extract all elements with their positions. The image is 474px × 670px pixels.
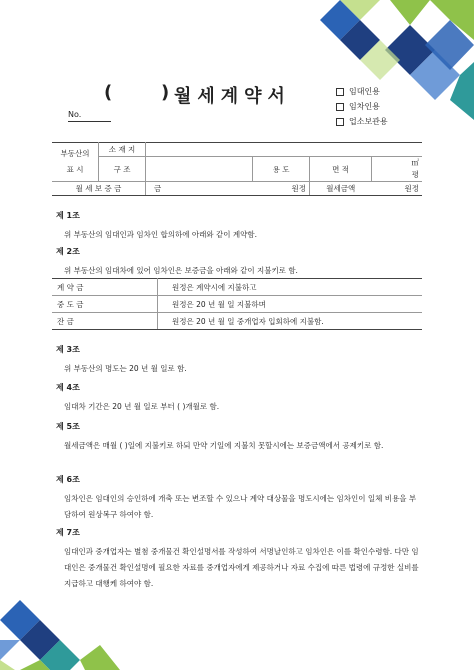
article-body: 임대인과 중개업자는 별첨 중개물건 확인설명서를 작성하여 서명날인하고 임차인은 이를 확인수령함. 다만 임대인은 중개물건 확인설명에 필요한 자료를 중개업자에게 제공하거나 자료 수집에 따른 법령에 규정한 실비를 지급하고 대행케 하여야 함. — [64, 547, 419, 588]
payment-value: 원정은 계약시에 지불하고 — [158, 279, 423, 296]
location-label: 소 재 지 — [99, 143, 146, 157]
area-unit-sqm: ㎡ — [411, 158, 419, 167]
article-heading: 제 3조 — [56, 345, 80, 354]
checkbox-box[interactable] — [336, 103, 344, 111]
checkbox-box[interactable] — [336, 118, 344, 126]
payment-table — [52, 278, 422, 330]
article-heading: 제 7조 — [56, 528, 80, 537]
monthly-rent-unit: 원정 — [372, 182, 423, 196]
article-2 — [56, 246, 422, 279]
article-5 — [56, 421, 422, 454]
area-field[interactable] — [372, 157, 423, 182]
checkbox-label: 업소보관용 — [349, 117, 388, 126]
structure-label: 구 조 — [99, 157, 146, 182]
bottom-left-decoration — [0, 600, 120, 670]
table-row — [52, 279, 422, 296]
article-6 — [56, 474, 422, 523]
location-field[interactable] — [146, 143, 423, 157]
article-body: 월세금액은 매월 ( )일에 지불키로 하되 만약 기일에 지불치 못할시에는 보증금액에서 공제키로 함. — [64, 441, 384, 450]
article-7 — [56, 527, 422, 592]
article-1 — [56, 210, 422, 243]
article-body: 위 부동산의 임대인과 임차인 합의하에 아래와 같이 계약함. — [64, 230, 257, 239]
deposit-amount-label: 금 — [146, 182, 253, 196]
article-heading: 제 6조 — [56, 475, 80, 484]
table-row — [52, 143, 422, 157]
area-unit-pyeong: 평 — [411, 170, 419, 179]
payment-label: 계 약 금 — [52, 279, 158, 296]
article-body: 위 부동산의 명도는 20 년 월 일로 함. — [64, 364, 187, 373]
article-3 — [56, 344, 422, 377]
payment-value: 원정은 20 년 월 일 지불하며 — [158, 296, 423, 313]
article-body: 위 부동산의 임대차에 있어 임차인은 보증금을 아래와 같이 지불키로 함. — [64, 266, 298, 275]
table-row — [52, 296, 422, 313]
article-4 — [56, 382, 422, 415]
article-body: 임대차 기간은 20 년 월 일로 부터 ( )개월로 함. — [64, 402, 220, 411]
article-body: 임차인은 임대인의 승인하에 개축 또는 변조할 수 있으나 계약 대상물을 명도시에는 임차인이 일체 비용을 부담하여 원상복구 하여야 함. — [64, 494, 417, 519]
deposit-unit: 원정 — [253, 182, 310, 196]
payment-value: 원정은 20 년 월 일 중개업자 입회하에 지불함. — [158, 313, 423, 330]
structure-field[interactable] — [146, 157, 253, 182]
checkbox-label: 임차인용 — [349, 102, 380, 111]
title-text: 월세계약서 — [174, 86, 291, 107]
monthly-rent-label: 월세금액 — [310, 182, 372, 196]
article-heading: 제 5조 — [56, 422, 80, 431]
title-paren-open: ( — [104, 82, 114, 103]
table-row — [52, 157, 422, 182]
table-row — [52, 182, 422, 196]
checkbox-box[interactable] — [336, 88, 344, 96]
checkbox-tenant[interactable] — [336, 99, 388, 114]
article-heading: 제 2조 — [56, 247, 80, 256]
number-underline — [68, 121, 111, 122]
checkbox-label: 임대인용 — [349, 87, 380, 96]
use-label: 용 도 — [253, 157, 310, 182]
deposit-label: 월 세 보 증 금 — [52, 182, 146, 196]
section-label-line2: 표 시 — [66, 165, 84, 174]
article-heading: 제 4조 — [56, 383, 80, 392]
section-label-line1: 부동산의 — [60, 149, 90, 158]
number-label: No. — [68, 110, 82, 119]
checkbox-landlord[interactable] — [336, 84, 388, 99]
property-section-label — [52, 143, 99, 182]
property-table — [52, 142, 422, 196]
table-row — [52, 313, 422, 330]
title-paren-close: ) — [161, 82, 171, 103]
article-heading: 제 1조 — [56, 211, 80, 220]
checkbox-office[interactable] — [336, 114, 388, 129]
payment-label: 중 도 금 — [52, 296, 158, 313]
payment-label: 잔 금 — [52, 313, 158, 330]
area-label: 면 적 — [310, 157, 372, 182]
copy-type-checkboxes — [336, 84, 388, 129]
